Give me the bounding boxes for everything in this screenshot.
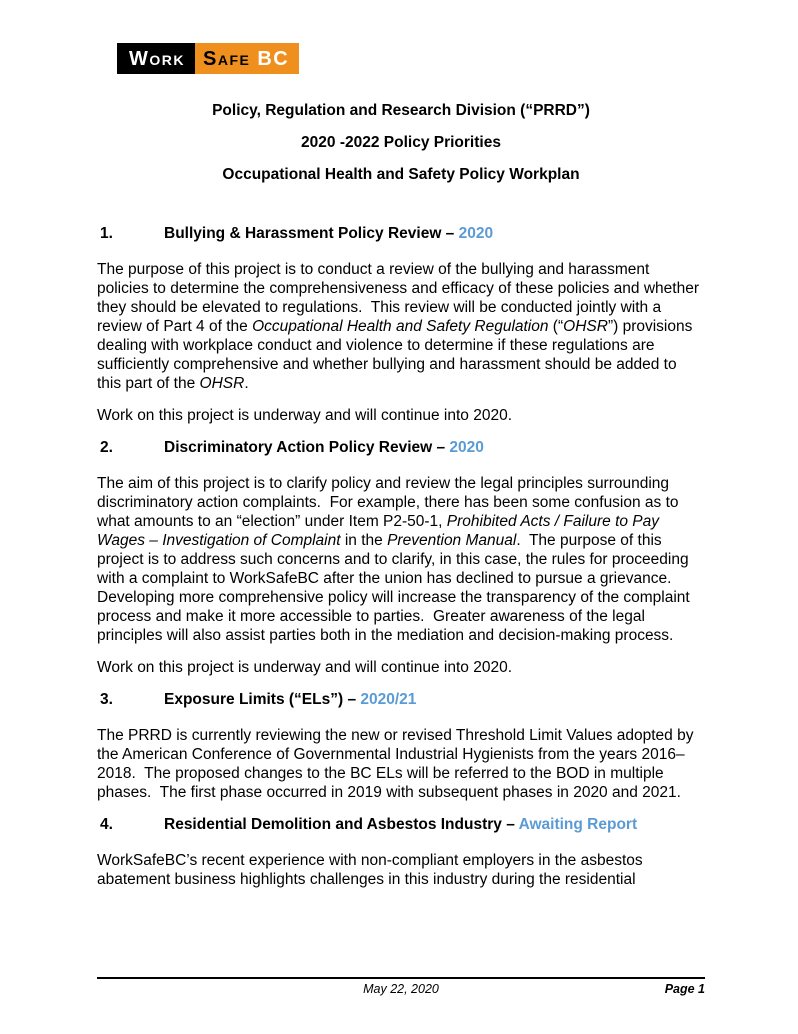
section-2-status: 2020 [449, 439, 484, 456]
section-3-title: Exposure Limits (“ELs”) – 2020/21 [164, 691, 417, 708]
section-3-status: 2020/21 [360, 691, 417, 708]
section-2-number: 2. [100, 439, 113, 456]
section-4-status: Awaiting Report [518, 816, 638, 833]
logo-work-segment [117, 43, 195, 74]
section-4-number: 4. [100, 816, 113, 833]
section-3-number: 3. [100, 691, 113, 708]
doc-title-division: Policy, Regulation and Research Division (“PRRD”) [212, 102, 590, 119]
page-footer [97, 977, 705, 997]
section-3-heading [100, 690, 705, 709]
logo-safebc-segment [195, 43, 299, 74]
footer-date: May 22, 2020 [363, 982, 439, 996]
section-1-status-line: Work on this project is underway and will continue into 2020. [97, 407, 512, 424]
footer-page-number: Page 1 [664, 982, 705, 996]
section-2-title: Discriminatory Action Policy Review – 2020 [164, 439, 484, 456]
section-2-status-line: Work on this project is underway and will continue into 2020. [97, 659, 512, 676]
section-1-status: 2020 [458, 225, 494, 242]
section-2-paragraph: The aim of this project is to clarify policy and review the legal principles surrounding discriminatory action complaints. For example, there has been some confusion as to what amounts to an “election” under Item P2-50-1, Prohibited Acts / Failure to Pay Wages – Investigation of Complaint in the Prevention Manual. The purpose of this project is to address such concerns and to clarify, in this case, the rules for proceeding with a complaint to WorkSafeBC after the union has declined to pursue a grievance. Developing more comprehensive policy will increase the transparency of the complaint process and make it more accessible to parties. Greater awareness of the legal principles will also assist parties both in the mediation and decision-making process. [97, 475, 695, 644]
section-3-paragraph: The PRRD is currently reviewing the new or revised Threshold Limit Values adopted by the American Conference of Governmental Industrial Hygienists from the years 2016–2018. The proposed changes to the BC ELs will be referred to the BOD in multiple phases. The first phase occurred in 2019 with subsequent phases in 2020 and 2021. [97, 727, 698, 801]
section-1-paragraph: The purpose of this project is to conduct a review of the bullying and harassment policies to determine the comprehensiveness and efficacy of these policies and whether they should be elevated to regulations. This review will be conducted jointly with a review of Part 4 of the Occupational Health and Safety Regulation (“OHSR”) provisions dealing with workplace conduct and violence to determine if these regulations are sufficiently comprehensive and whether bullying and harassment should be added to this part of the OHSR. [97, 261, 704, 392]
logo-work-text: Work [129, 47, 185, 70]
section-1-title: Bullying & Harassment Policy Review – 2020 [164, 225, 494, 242]
section-4-title: Residential Demolition and Asbestos Industry – Awaiting Report [164, 816, 638, 833]
logo-bc-text: BC [257, 47, 290, 70]
section-1-heading [100, 224, 705, 243]
section-4-paragraph: WorkSafeBC’s recent experience with non-compliant employers in the asbestos abatement business highlights challenges in this industry during the residential [97, 852, 647, 888]
section-2-heading [100, 438, 705, 457]
section-1-number: 1. [100, 225, 113, 242]
worksafebc-logo [117, 43, 299, 74]
document-content [97, 43, 705, 902]
document-titles [97, 101, 705, 184]
doc-title-priorities: 2020 -2022 Policy Priorities [301, 134, 501, 151]
logo-safe-text: Safe [203, 47, 251, 70]
section-4-heading [100, 815, 705, 834]
doc-title-workplan: Occupational Health and Safety Policy Workplan [222, 166, 580, 183]
